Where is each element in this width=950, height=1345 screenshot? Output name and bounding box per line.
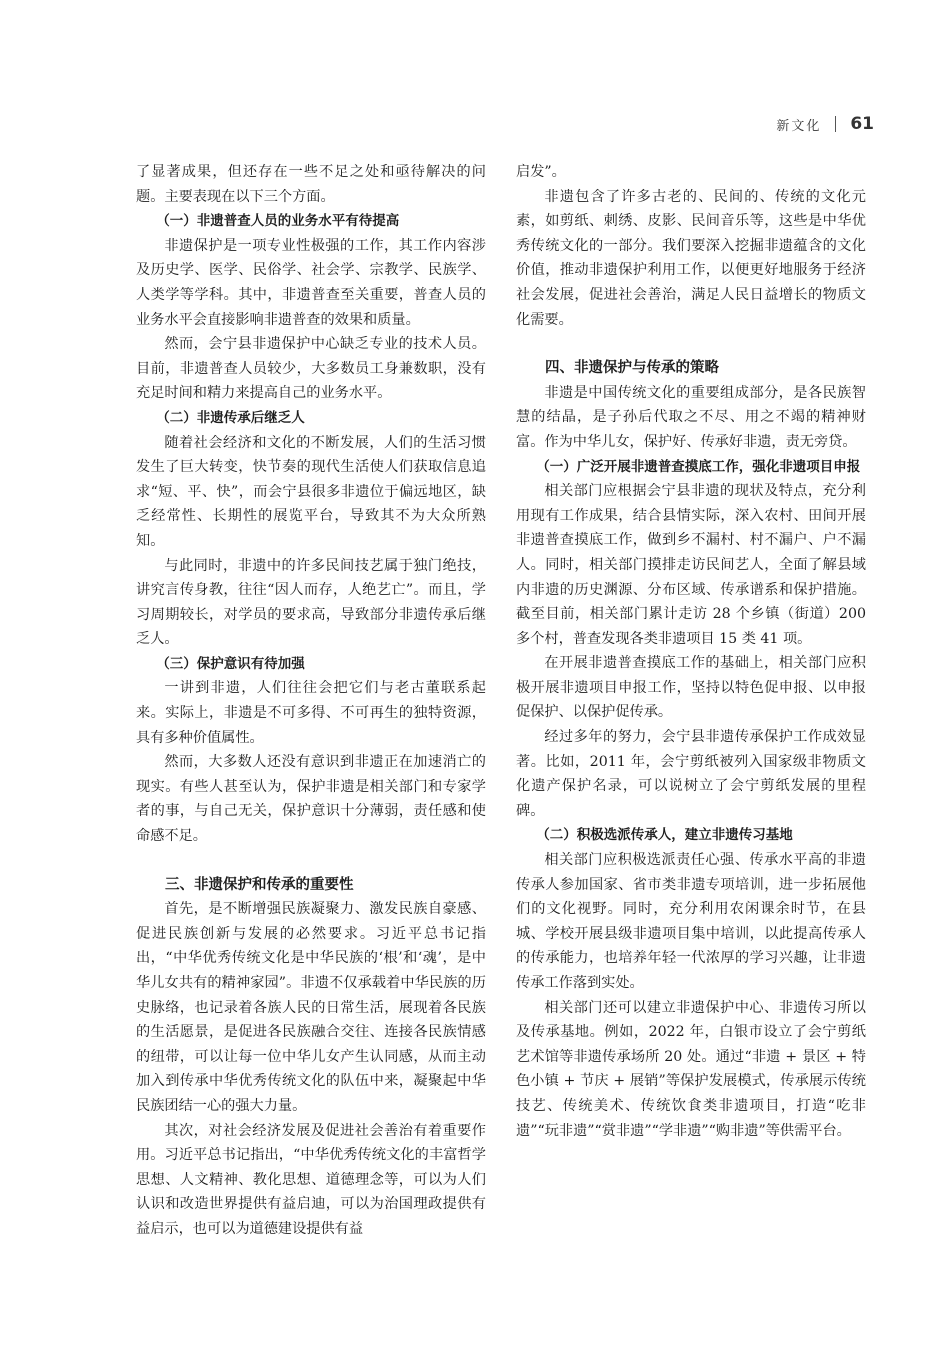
paragraph: 然而，大多数人还没有意识到非遗正在加速消亡的现实。有些人甚至认为，保护非遗是相关部门和专家学者的事，与自己无关，保护意识十分薄弱，责任感和使命感不足。 — [136, 754, 486, 845]
paragraph: 其次，对社会经济发展及促进社会善治有着重要作用。习近平总书记指出，“中华优秀传统文化的丰富哲学思想、人文精神、教化思想、道德理念等，可以为人们认识和改造世界提供有益启迪，可以为治国理政提供有益启示，也可以为道德建设提供有益 — [136, 1122, 486, 1237]
section-heading: 四、非遗保护与传承的策略 — [545, 360, 719, 377]
paragraph: 与此同时，非遗中的许多民间技艺属于独门绝技，讲究言传身教，往往“因人而存，人绝艺亡”。而且，学习周期较长，对学员的要求高，导致部分非遗传承后继乏人。 — [136, 557, 486, 648]
page-number: 61 — [850, 114, 874, 134]
paragraph: 在开展非遗普查摸底工作的基础上，相关部门应积极开展非遗项目申报工作，坚持以特色促申报、以申报促保护、以保护促传承。 — [516, 655, 866, 721]
subheading: （三）保护意识有待加强 — [156, 655, 305, 672]
header-divider — [835, 116, 836, 132]
subheading: （二）积极选派传承人，建立非遗传习基地 — [536, 827, 793, 844]
paragraph: 非遗包含了许多古老的、民间的、传统的文化元素，如剪纸、刺绣、皮影、民间音乐等，这些是中华优秀传统文化的一部分。我们要深入挖掘非遗蕴含的文化价值，推动非遗保护利用工作，以便更好地服务于经济社会发展，促进社会善治，满足人民日益增长的物质文化需要。 — [516, 188, 866, 328]
paragraph: 启发”。 — [516, 164, 566, 180]
subheading: （一）非遗普查人员的业务水平有待提高 — [156, 213, 400, 230]
left-column — [136, 160, 486, 1242]
paragraph: 相关部门应积极选派责任心强、传承水平高的非遗传承人参加国家、省市类非遗专项培训，进一步拓展他们的文化视野。同时，充分利用农闲课余时节，在县城、学校开展县级非遗项目集中培训，以此提高传承人的传承能力，也培养年轻一代浓厚的学习兴趣，让非遗传承工作落到实处。 — [516, 852, 866, 991]
page-header — [776, 114, 874, 134]
paragraph: 相关部门应根据会宁县非遗的现状及特点，充分利用现有工作成果，结合县情实际，深入农村、田间开展非遗普查摸底工作，做到乡不漏村、村不漏户、户不漏人。同时，相关部门摸排走访民间艺人，全面了解县域内非遗的历史渊源、分布区域、传承谱系和保护措施。截至目前，相关部门累计走访 28 个乡镇（街道）200 多个村，普查发现各类非遗项目 15 类 41 项。 — [516, 483, 866, 647]
paragraph: 首先，是不断增强民族凝聚力、激发民族自豪感、促进民族创新与发展的必然要求。习近平总书记指出，“中华优秀传统文化是中华民族的‘根’和‘魂’，是中华儿女共有的精神家园”。非遗不仅承载着中华民族的历史脉络，也记录着各族人民的日常生活，展现着各民族的生活愿景，是促进各民族融合交往、连接各民族情感的纽带，可以让每一位中华儿女产生认同感，从而主动加入到传承中华优秀传统文化的队伍中来，凝聚起中华民族团结一心的强大力量。 — [136, 901, 486, 1114]
paragraph: 一讲到非遗，人们往往会把它们与老古董联系起来。实际上，非遗是不可多得、不可再生的独特资源，具有多种价值属性。 — [136, 680, 486, 746]
subheading: （一）广泛开展非遗普查摸底工作，强化非遗项目申报 — [536, 458, 861, 475]
paragraph: 随着社会经济和文化的不断发展，人们的生活习惯发生了巨大转变，快节奏的现代生活使人们获取信息追求“短、平、快”，而会宁县很多非遗位于偏远地区，缺乏经常性、长期性的展览平台，导致其不为大众所熟知。 — [136, 434, 486, 549]
paragraph: 经过多年的努力，会宁县非遗传承保护工作成效显著。比如，2011 年，会宁剪纸被列入国家级非物质文化遗产保护名录，可以说树立了会宁剪纸发展的里程碑。 — [516, 729, 866, 819]
right-column — [516, 160, 866, 1143]
paragraph: 相关部门还可以建立非遗保护中心、非遗传习所以及传承基地。例如，2022 年，白银市设立了会宁剪纸艺术馆等非遗传承场所 20 处。通过“非遗 + 景区 + 特色小镇 + 节庆 + 展销”等保护发展模式，传承展示传统技艺、传统美术、传统饮食类非遗项目，打造“吃非遗”“玩非遗”“赏非遗”“学非遗”“购非遗”等供需平台。 — [516, 999, 866, 1139]
subheading: （二）非遗传承后继乏人 — [156, 409, 305, 426]
section-name: 新文化 — [776, 118, 822, 134]
paragraph: 了显著成果，但还存在一些不足之处和亟待解决的问题。主要表现在以下三个方面。 — [136, 164, 486, 205]
paragraph: 非遗保护是一项专业性极强的工作，其工作内容涉及历史学、医学、民俗学、社会学、宗教学、民族学、人类学等学科。其中，非遗普查至关重要，普查人员的业务水平会直接影响非遗普查的效果和质量。 — [136, 237, 486, 328]
paragraph: 然而，会宁县非遗保护中心缺乏专业的技术人员。目前，非遗普查人员较少，大多数员工身兼数职，没有充足时间和精力来提高自己的业务水平。 — [136, 336, 486, 402]
paragraph: 非遗是中国传统文化的重要组成部分，是各民族智慧的结晶，是子孙后代取之不尽、用之不竭的精神财富。作为中华儿女，保护好、传承好非遗，责无旁贷。 — [516, 384, 866, 450]
section-heading: 三、非遗保护和传承的重要性 — [165, 876, 354, 893]
